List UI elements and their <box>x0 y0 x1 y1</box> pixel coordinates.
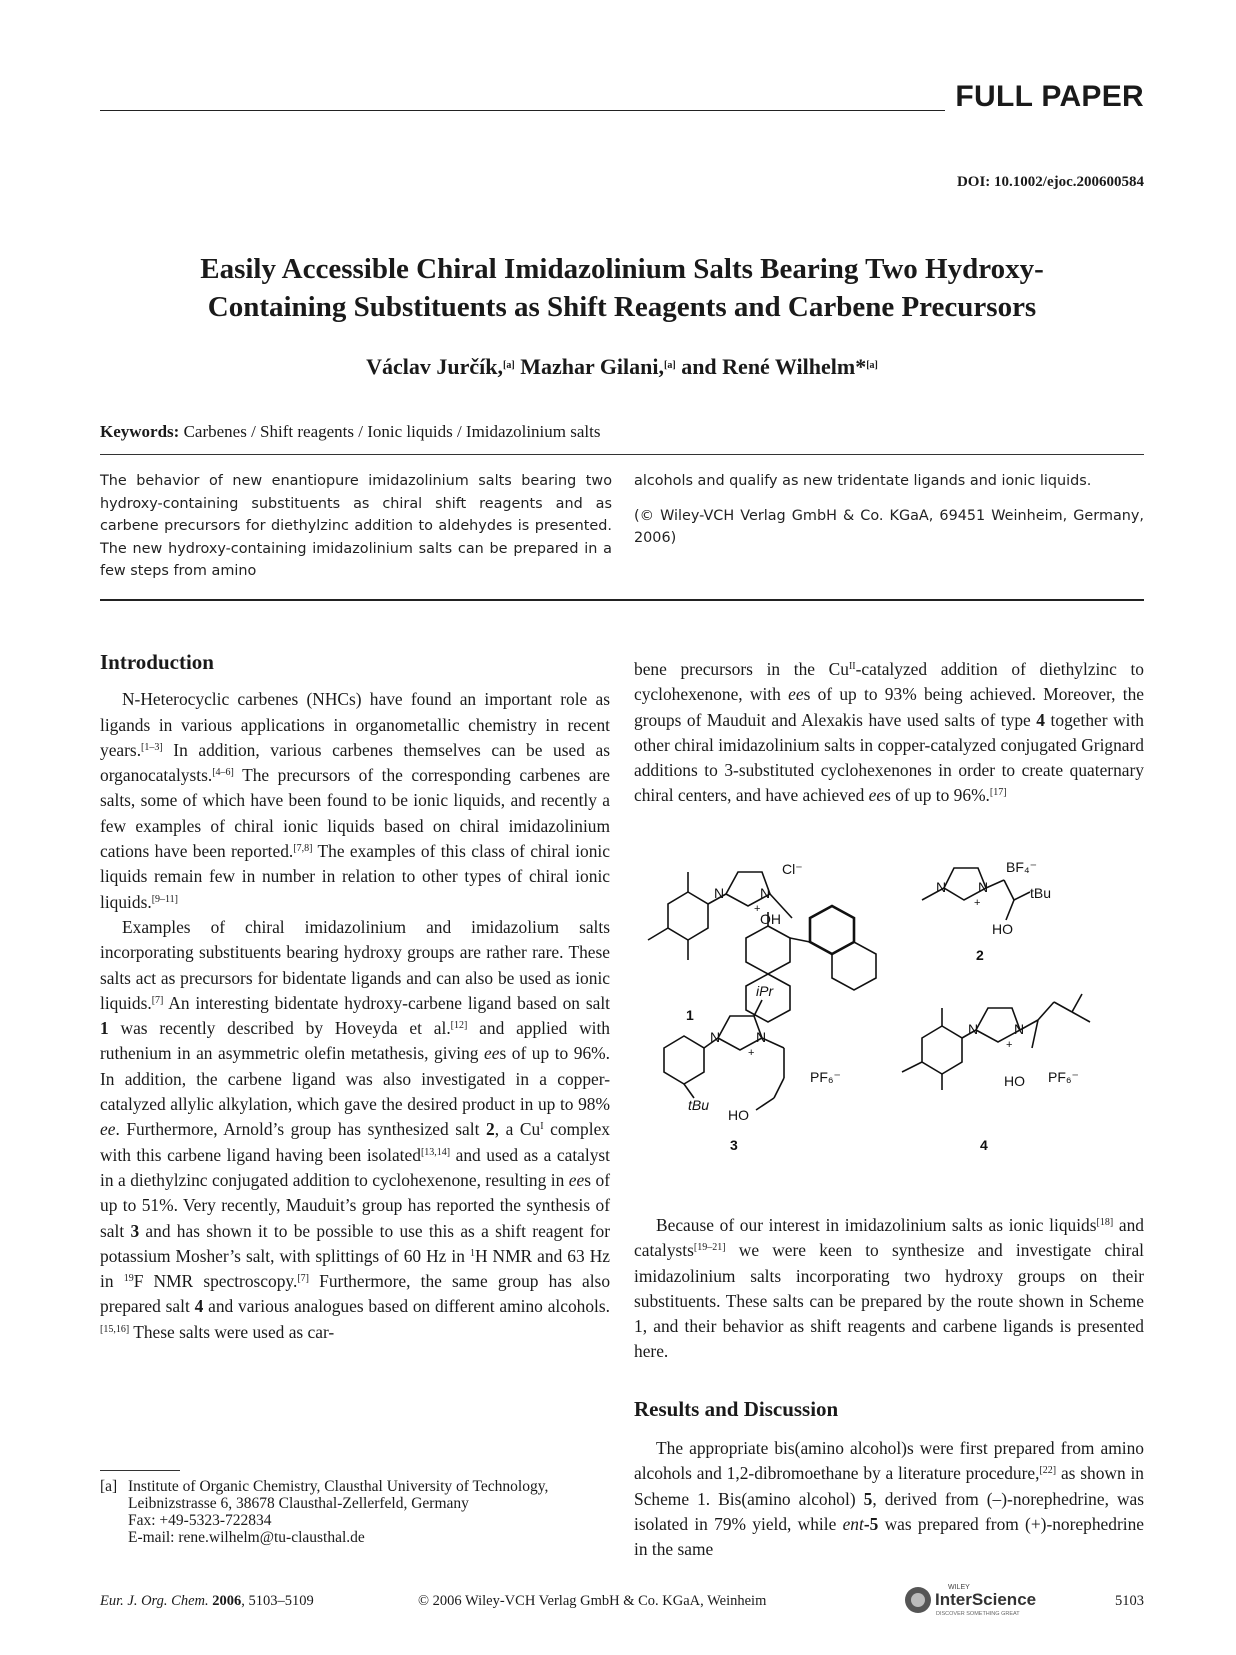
header-rule <box>100 110 945 111</box>
s2-plus: + <box>974 897 981 909</box>
s4-anion: PF₆⁻ <box>1048 1069 1079 1085</box>
s3-ipr: iPr <box>756 983 774 999</box>
title-line-2: Containing Substituents as Shift Reagents and Carbene Precursors <box>207 291 1037 323</box>
s3-n1: N <box>710 1029 721 1045</box>
keywords <box>100 422 600 442</box>
s2-n2: N <box>978 879 989 895</box>
affiliation-footnote <box>100 1478 578 1546</box>
affiliation-mark: [a] <box>503 360 515 371</box>
logo-main: InterScience <box>935 1590 1037 1609</box>
left-column <box>100 650 610 1345</box>
author-2: Mazhar Gilani, <box>520 354 665 379</box>
affiliation-mark: [a] <box>664 360 676 371</box>
s4-n1: N <box>968 1021 979 1037</box>
abstract-right <box>634 470 1144 550</box>
s2-tbu: tBu <box>1030 885 1052 901</box>
s3-tbu: tBu <box>688 1097 710 1113</box>
s2-n1: N <box>936 879 947 895</box>
intro-paragraph-2: Examples of chiral imidazolinium and imidazolium salts incorporating substituents bearing hydroxy groups are rather rare. These salts act as precursors for bidentate ligands and can also be used as ionic liquids.[7] An interesting bidentate hydroxy-carbene ligand based on salt 1 was recently described by Hoveyda et al.[12] and applied with ruthenium in an asymmetric olefin metathesis, giving ees of up to 96%. In addition, the carbene ligand was also investigated in a copper-catalyzed allylic alkylation, which gave the desired product in up to 98% ee. Furthermore, Arnold’s group has synthesized salt 2, a $Cu^I$ complex with this carbene ligand having been isolated[13,14] and used as a catalyst in a diethylzinc conjugated addition to cyclohexenone, resulting in ees of up to 51%. Very recently, Mauduit’s group has reported the synthesis of salt 3 and has shown it to be possible to use this as a shift reagent for potassium Mosher’s salt, with splittings of 60 Hz in $^1$H NMR and 63 Hz in $^{19}$F NMR spectroscopy.[7] Furthermore, the same group has also prepared salt 4 and various analogues based on different amino alcohols.[15,16] These salts were used as car- <box>100 916 611 1342</box>
journal-citation: Eur. J. Org. Chem. 2006, 5103–5109 <box>100 1593 314 1609</box>
footnote-line-3: Fax: +49-5323-722834 <box>128 1512 272 1529</box>
s3-label: 3 <box>730 1137 738 1153</box>
right-paragraph-1: bene precursors in the $Cu^{II}$-catalyzed addition of diethylzinc to cyclohexenone, with ees of up to 93% being achieved. Moreover, the groups of Mauduit and Alexakis have used salts of type 4 together with other chiral imidazolinium salts in copper-catalyzed conjugated Grignard additions to 3-substituted cyclohexenones in order to create quaternary chiral centers, and have achieved ees of up to 96%.[17] <box>634 659 1144 806</box>
s1-label: 1 <box>686 1007 694 1023</box>
page-number: 5103 <box>1115 1593 1144 1609</box>
author-and: and <box>681 354 717 379</box>
s1-oh: OH <box>760 911 781 927</box>
s1-n2: N <box>760 885 771 901</box>
s4-n2: N <box>1014 1021 1025 1037</box>
s3-ho: HO <box>728 1107 749 1123</box>
paper-title <box>100 250 1144 326</box>
right-paragraph-2: Because of our interest in imidazolinium salts as ionic liquids[18] and catalysts[19–21] we were keen to synthesize and investigate chiral imidazolinium salts incorporating two hydroxy groups on their substituents. These salts can be prepared by the route shown in Scheme 1, and their behavior as shift reagents and carbene ligands is presented here. <box>634 1215 1144 1362</box>
footnote-tag: [a] <box>100 1478 118 1495</box>
s2-ho: HO <box>992 921 1013 937</box>
interscience-logo[interactable] <box>902 1580 1062 1618</box>
author-list <box>100 354 1144 380</box>
results-heading: Results and Discussion <box>634 1396 839 1421</box>
title-line-1: Easily Accessible Chiral Imidazolinium Salts Bearing Two Hydroxy- <box>200 253 1044 285</box>
right-column-top <box>634 657 1144 809</box>
s4-plus: + <box>1006 1039 1013 1051</box>
s4-ho: HO <box>1004 1073 1025 1089</box>
salt-structures-figure <box>634 858 1144 1198</box>
logo-sub: DISCOVER SOMETHING GREAT <box>936 1611 1020 1617</box>
s2-anion: BF₄⁻ <box>1006 859 1037 875</box>
author-3: René Wilhelm* <box>722 354 867 379</box>
footnote-rule <box>100 1470 180 1471</box>
affiliation-mark: [a] <box>866 360 878 371</box>
s1-n1: N <box>714 885 725 901</box>
structure-3-drawing <box>664 1000 784 1110</box>
abstract-rule <box>100 599 1144 601</box>
s4-label: 4 <box>980 1137 988 1153</box>
abstract-text: alcohols and qualify as new tridentate ligands and ionic liquids. <box>634 473 1092 489</box>
abstract-left: The behavior of new enantiopure imidazolinium salts bearing two hydroxy-containing substituents as chiral shift reagents and as carbene precursors for diethylzinc addition to aldehydes is presented. The new hydroxy-containing imidazolinium salts can be prepared in a few steps from amino <box>100 473 612 579</box>
s3-plus: + <box>748 1047 755 1059</box>
s1-plus: + <box>754 903 761 915</box>
keywords-label: Keywords: <box>100 422 180 441</box>
s3-anion: PF₆⁻ <box>810 1069 841 1085</box>
s2-label: 2 <box>976 947 984 963</box>
author-1: Václav Jurčík, <box>366 354 504 379</box>
intro-paragraph-1: N-Heterocyclic carbenes (NHCs) have found an important role as ligands in various applications in organometallic chemistry in recent years.[1–3] In addition, various carbenes themselves can be used as organocatalysts.[4–6] The precursors of the corresponding carbenes are salts, some of which have been found to be ionic liquids, and recently a few examples of chiral ionic liquids based on chiral imidazolinium cations have been reported.[7,8] The examples of this class of chiral ionic liquids remain few in number in relation to other types of chiral ionic liquids.[9–11] <box>100 689 610 912</box>
section-label: FULL PAPER <box>955 80 1144 113</box>
footnote-line-1: Institute of Organic Chemistry, Clausthal University of Technology, <box>128 1478 549 1495</box>
right-column-bottom <box>634 1213 1144 1563</box>
doi[interactable]: DOI: 10.1002/ejoc.200600584 <box>956 174 1144 190</box>
abstract-copyright: (© Wiley-VCH Verlag GmbH & Co. KGaA, 69451 Weinheim, Germany, 2006) <box>634 507 1144 546</box>
footnote-email[interactable]: E-mail: rene.wilhelm@tu-clausthal.de <box>128 1529 365 1546</box>
footnote-line-2: Leibnizstrasse 6, 38678 Clausthal-Zellerfeld, Germany <box>128 1495 469 1512</box>
intro-heading: Introduction <box>100 650 214 674</box>
right-paragraph-3: The appropriate bis(amino alcohol)s were first prepared from amino alcohols and 1,2-dibromoethane by a literature procedure,[22] as shown in Scheme 1. Bis(amino alcohol) 5, derived from (–)-norephedrine, was isolated in 79% yield, while ent-5 was prepared from (+)-norephedrine in the same <box>634 1438 1144 1560</box>
s3-n2: N <box>756 1029 767 1045</box>
footer-copyright: © 2006 Wiley-VCH Verlag GmbH & Co. KGaA, Weinheim <box>418 1593 767 1609</box>
keywords-text: Carbenes / Shift reagents / Ionic liquids / Imidazolinium salts <box>183 422 601 441</box>
s1-anion: Cl⁻ <box>782 861 803 877</box>
keywords-rule <box>100 454 1144 455</box>
logo-top: WILEY <box>948 1584 970 1591</box>
